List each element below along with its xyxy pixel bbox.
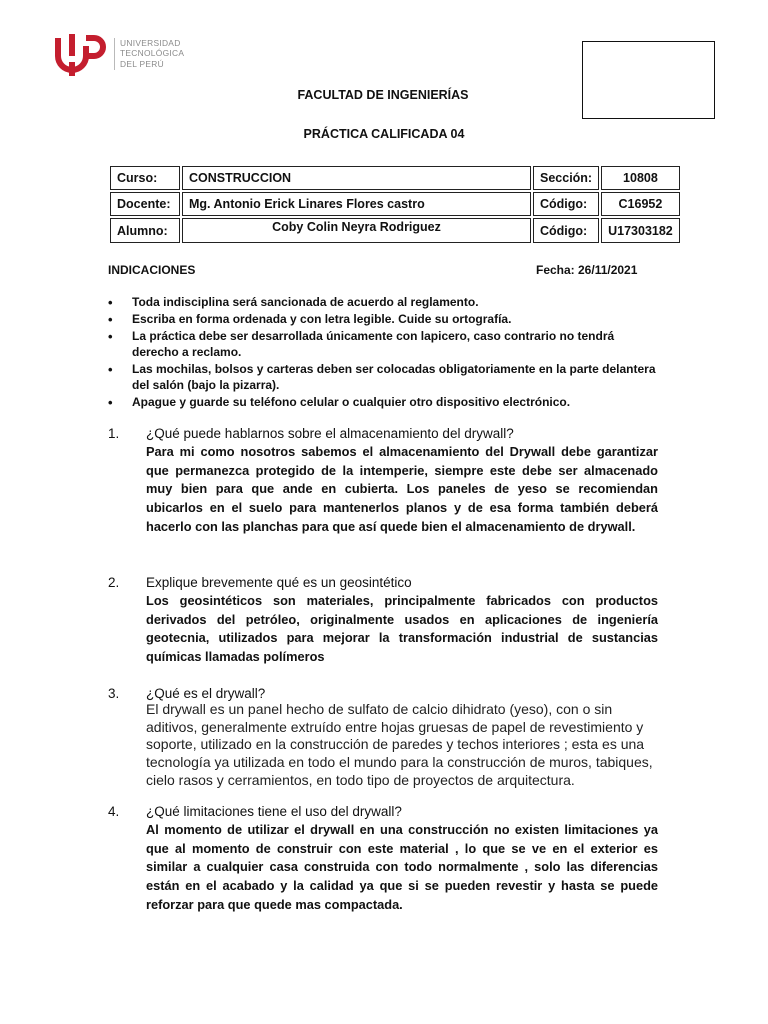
faculty-title: FACULTAD DE INGENIERÍAS [297, 88, 469, 102]
list-item: • Escriba en forma ordenada y con letra legible. Cuide su ortografía. [108, 312, 660, 328]
course-info-table [108, 164, 682, 245]
logo-text [120, 38, 184, 69]
table-row [110, 192, 680, 216]
teacher-code-label: Código: [533, 192, 599, 216]
question-title: ¿Qué es el drywall? [146, 686, 266, 701]
answer-text: El drywall es un panel hecho de sulfato de calcio dihidrato (yeso), con o sin aditivos, generalmente extruído entre hojas gruesas de papel de revestimiento y soporte, utilizado en la construcción de paredes y techos interiores ; esta es una tecnología ya utilizada en todo el mundo para la construcción de muros, tabiques, cielo rasos y cerramientos, en todo tipo de proyectos de arquitectura. [146, 701, 653, 788]
list-item: • La práctica debe ser desarrollada únicamente con lapicero, caso contrario no tendrá derecho a reclamo. [108, 329, 660, 360]
answer-text: Al momento de utilizar el drywall en una construcción no existen limitaciones ya que al momento de construir con este material , lo que se ve en el exterior es similar a cualquier casa construida con todo normalmente , solo las diferencias están en el acabado y la calidad ya que si se pueden revestir y hasta se puede reforzar para que quede mas compactada. [146, 822, 658, 912]
course-label: Curso: [110, 166, 180, 190]
student-code-label: Código: [533, 218, 599, 243]
question-title: ¿Qué limitaciones tiene el uso del drywall? [146, 804, 402, 819]
question-number: 2. [108, 575, 120, 590]
list-item: • Toda indisciplina será sancionada de acuerdo al reglamento. [108, 295, 660, 311]
question-number: 4. [108, 804, 120, 819]
question-number: 1. [108, 426, 120, 441]
teacher-label: Docente: [110, 192, 180, 216]
exam-date: Fecha: 26/11/2021 [536, 263, 638, 277]
student-value: Coby Colin Neyra Rodriguez [182, 218, 531, 243]
table-row [110, 218, 680, 243]
student-label: Alumno: [110, 218, 180, 243]
table-row [110, 166, 680, 190]
teacher-value: Mg. Antonio Erick Linares Flores castro [182, 192, 531, 216]
logo-line: UNIVERSIDAD [120, 38, 181, 48]
list-item: • Las mochilas, bolsos y carteras deben ser colocadas obligatoriamente en la parte delantera del salón (bajo la pizarra). [108, 362, 660, 393]
logo-separator [114, 38, 115, 70]
course-value: CONSTRUCCION [182, 166, 531, 190]
logo-line: DEL PERÚ [120, 58, 164, 69]
answer-text: Los geosintéticos son materiales, principalmente fabricados con productos derivados del petróleo, originalmente usados en aplicaciones de ingeniería geotecnia, utilizados para mejorar la transformación industrial de sustancias químicas llamadas polímeros [146, 593, 658, 665]
instructions-title: INDICACIONES [108, 263, 196, 277]
section-value: 10808 [601, 166, 680, 190]
university-logo [54, 32, 194, 76]
exam-title: PRÁCTICA CALIFICADA 04 [303, 127, 465, 141]
list-item: • Apague y guarde su teléfono celular o cualquier otro dispositivo electrónico. [108, 395, 660, 411]
question-title: Explique brevemente qué es un geosintético [146, 575, 412, 590]
answer-text: Para mi como nosotros sabemos el almacenamiento del Drywall debe garantizar que permanezca protegido de la intemperie, siempre este debe ser almacenado muy bien para que ande en cubierta. Los paneles de yeso se recomiendan ubicarlos en el suelo para mantenerlos planos y de esa forma también deberá hacerlo con las planchas para que así quede bien el almacenamiento de drywall. [146, 444, 658, 534]
question-title: ¿Qué puede hablarnos sobre el almacenamiento del drywall? [146, 426, 514, 441]
logo-line: TECNOLÓGICA [120, 48, 185, 59]
utp-logo-mark-icon [54, 32, 106, 76]
section-label: Sección: [533, 166, 599, 190]
grade-box [582, 41, 715, 119]
teacher-code-value: C16952 [601, 192, 680, 216]
student-code-value: U17303182 [601, 218, 680, 243]
instructions-list [108, 295, 660, 412]
question-number: 3. [108, 686, 120, 701]
